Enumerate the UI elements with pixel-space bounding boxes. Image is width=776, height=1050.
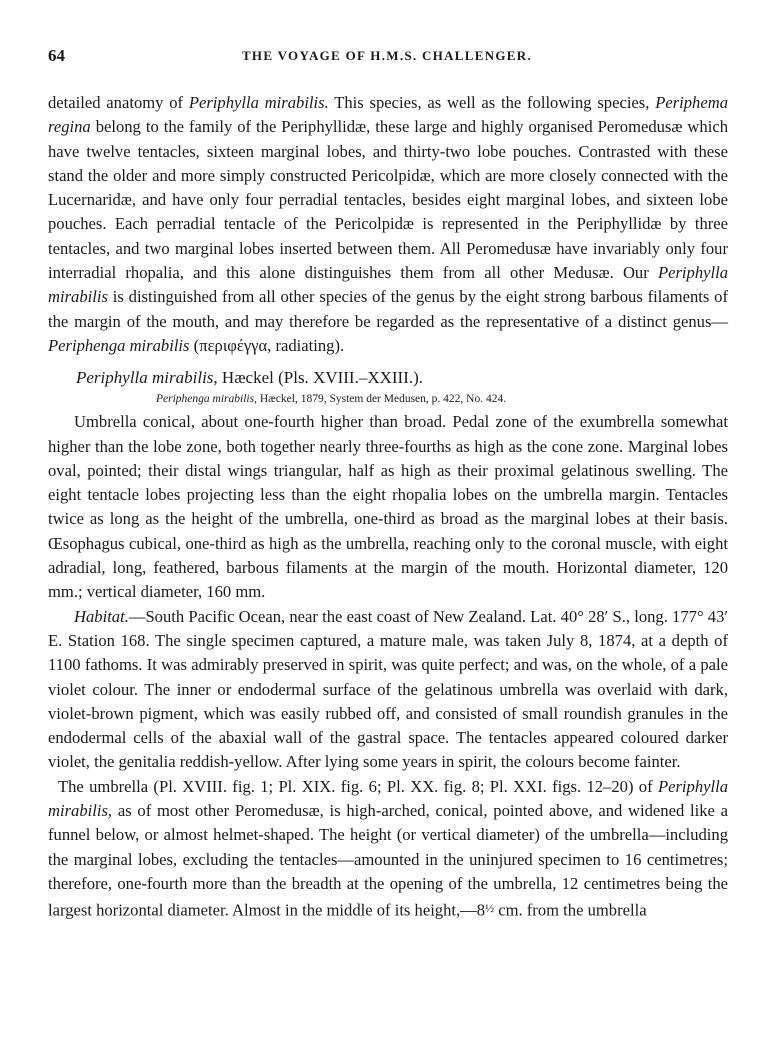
umbrella-text: as of most other Peromedusæ, is high-arched, conical, pointed above, and widened like a funnel below, or almost helmet-shaped. The height (or vertical diameter) of the umbrella—including the marginal lobes, excluding the tentacles—amounted in the uninjured specimen to 16 centimetres; therefore, one-fourth more than the breadth at the opening of the umbrella, 12 centimetres being the largest horizontal diameter. Almost in the middle of its height,—8 (48, 801, 728, 920)
habitat-label: Habitat. (74, 606, 129, 626)
species-name-italic: Periphylla mirabilis, (48, 776, 728, 821)
synonym-name: Periphenga mirabilis, (156, 393, 257, 406)
species-name-italic: Periphema regina (48, 93, 728, 137)
fraction-half: ½ (485, 901, 495, 916)
intro-text: belong to the family of the Periphyllidæ, these large and highly organised Peromedusæ which have twelve tentacles, sixteen marginal lobes, and thirty-two lobe pouches. Contrasted with these stand the older and more simply constructed Pericolpidæ, which are more closely connected with the Lucernaridæ, and have only four perradial tentacles, besides eight marginal lobes, and sixteen lobe pouches. Each perradial tentacle of the Pericolpidæ is represented in the Periphyllidæ by three tentacles, and two marginal lobes inserted between them. All Peromedusæ have invariably only four interradial rhopalia, and this alone distinguishes them from all other Medusæ. Our (48, 117, 728, 283)
species-heading-name: Periphylla mirabilis, (76, 368, 218, 388)
intro-paragraph (48, 91, 728, 358)
umbrella-text: cm. from the umbrella (494, 900, 647, 920)
intro-text: (περιφέγγα, radiating). (189, 335, 345, 355)
intro-text: This species, as well as the following species, (328, 93, 656, 112)
page-header (48, 46, 726, 72)
habitat-text: —South Pacific Ocean, near the east coast of New Zealand. Lat. 40° 28′ S., long. 177° 43′ E. Station 168. The single specimen captured, a mature male, was taken July 8, 1874, at a depth of 1100 fathoms. It was admirably preserved in spirit, was quite perfect; and was, on the whole, of a pale violet colour. The inner or endodermal surface of the gelatinous umbrella was overlaid with dark, violet-brown pigment, which was easily rubbed off, and consisted of small roundish granules in the endodermal cells of the abaxial wall of the gastral space. The tentacles appeared coloured darker violet, the genitalia reddish-yellow. After lying some years in spirit, the colours become fainter. (48, 606, 728, 772)
page-body (48, 91, 728, 923)
description-paragraph: Umbrella conical, about one-fourth higher than broad. Pedal zone of the exumbrella somewhat higher than the lobe zone, both together nearly three-fourths as high as the cone zone. Marginal lobes oval, pointed; their distal wings triangular, half as high as their proximal gelatinous swelling. The eight tentacle lobes projecting less than the eight rhopalia lobes on the umbrella margin. Tentacles twice as long as the height of the umbrella, one-third as broad as the marginal lobes at their basis. Œsophagus cubical, one-third as high as the umbrella, reaching only to the coronal muscle, with eight adradial, long, feathered, barbous filaments at the margin of the mouth. Horizontal diameter, 120 mm.; vertical diameter, 160 mm. (48, 412, 728, 602)
umbrella-paragraph (48, 775, 728, 923)
intro-text: is distinguished from all other species of the genus by the eight strong barbous filaments of the margin of the mouth, and may therefore be regarded as the representative of a distinct genus— (48, 287, 728, 331)
page-number: 64 (48, 46, 65, 65)
running-title: THE VOYAGE OF H.M.S. CHALLENGER. (241, 48, 533, 63)
synonym-reference: Hæckel, 1879, System der Medusen, p. 422, No. 424. (256, 393, 507, 406)
intro-text: detailed anatomy of (48, 93, 189, 112)
species-heading-authority: Hæckel (Pls. XVIII.–XXIII.). (217, 368, 424, 388)
species-name-italic: Periphylla mirabilis (48, 263, 728, 307)
habitat-paragraph (48, 605, 728, 775)
synonym-line (48, 390, 728, 408)
umbrella-text: The umbrella (Pl. XVIII. fig. 1; Pl. XIX. fig. 6; Pl. XX. fig. 8; Pl. XXI. figs. 12–20) of (58, 776, 658, 796)
species-heading (48, 366, 728, 390)
species-name-italic: Periphylla mirabilis. (188, 93, 329, 112)
species-name-italic: Periphenga mirabilis (48, 335, 190, 355)
